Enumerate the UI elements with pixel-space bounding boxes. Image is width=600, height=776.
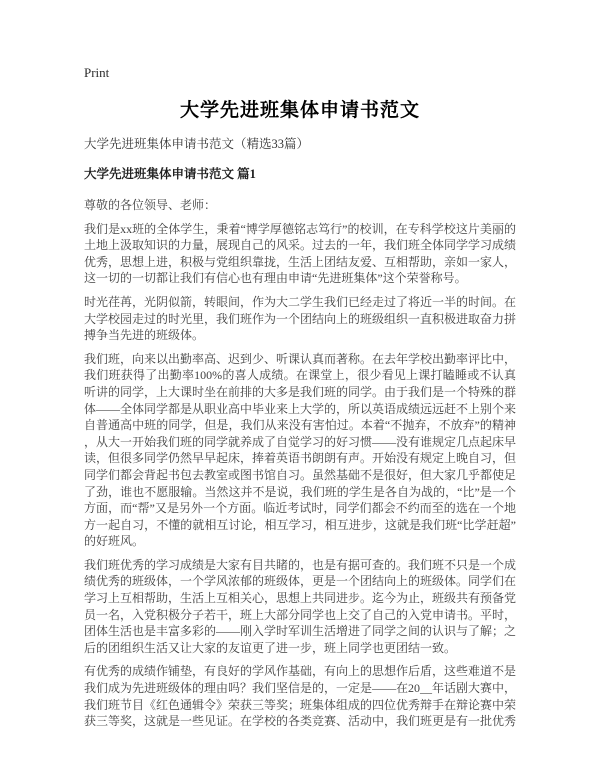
paragraph-salutation: 尊敬的各位领导、老师： <box>84 198 217 212</box>
paragraph: 我们班，向来以出勤率高、迟到少、听课认真而著称。在去年学校出勤率评比中，我们班获得了出勤率100%的喜人成绩。在课堂上，很少看见上课打瞌睡或不认真听讲的同学，上大课时坐在前排的大多是我们班的同学。由于我们是一个特殊的群体——全体同学都是从职业高中毕业来上大学的，所以英语成绩远远赶不上别个来自普通高中班的同学，但是，我们从来没有害怕过。本着“不抛弃，不放弃”的精神，从大一开始我们班的同学就养成了自觉学习的好习惯——没有谁规定几点起床早读，但很多同学仍然早早起床，捧着英语书朗朗有声。开始没有规定上晚自习，但同学们都会背起书包去教室或图书馆自习。虽然基础不是很好，但大家几乎都使足了劲，谁也不愿服输。当然这并不是说，我们班的学生是各自为战的，“比”是一个方面，而“帮”又是另外一个方面。临近考试时，同学们都会不约而至的选在一个地方一起自习，不懂的就相互讨论，相互学习，相互进步，这就是我们班“比学赶超”的好班风。 <box>84 351 517 549</box>
section-heading: 大学先进班集体申请书范文 篇1 <box>84 167 256 181</box>
paragraph: 有优秀的成绩作铺垫，有良好的学风作基础，有向上的思想作后盾，这些难道不是我们成为先进班级体的理由吗？我们坚信是的，一定是——在20__年话剧大赛中，我们班节目《红色通辑令》荣获三等奖；班集体组成的四位优秀辩手在辩论赛中荣获三等奖，这就是一些见证。在学校的各类竞赛、活动中，我们班更是有一批优秀 <box>84 664 517 729</box>
paragraph: 时光荏苒，光阴似箭，转眼间，作为大二学生我们已经走过了将近一半的时间。在大学校园走过的时光里，我们班作为一个团结向上的班级组织一直积极进取奋力拼搏争当先进的班级体。 <box>84 294 517 343</box>
paragraph: 我们班优秀的学习成绩是大家有目共睹的，也是有据可查的。我们班不只是一个成绩优秀的班级体，一个学风浓郁的班级体，更是一个团结向上的班级体。同学们在学习上互相帮助，生活上互相关心，思想上共同进步。迄今为止，班级共有预备党员一名，入党积极分子若干，班上大部分同学也上交了自己的入党申请书。平时，团体生活也是丰富多彩的——刚入学时军训生活增进了同学之间的认识与了解；之后的团组织生活又让大家的友谊更了进一步，班上同学也更团结一致。 <box>84 557 517 655</box>
page-title: 大学先进班集体申请书范文 <box>179 100 420 121</box>
print-button[interactable]: Print <box>84 65 110 80</box>
article-subtitle: 大学先进班集体申请书范文（精选33篇） <box>84 137 310 151</box>
paragraph: 我们是xx班的全体学生，秉着“博学厚德铭志笃行”的校训，在专科学校这片美丽的土地上汲取知识的力量，展现自己的风采。过去的一年，我们班全体同学学习成绩优秀，思想上进，积极与党组织靠拢，生活上团结友爱、互相帮助，亲如一家人，这一切的一切都让我们有信心也有理由申请“先进班集体”这个荣誉称号。 <box>84 221 517 286</box>
